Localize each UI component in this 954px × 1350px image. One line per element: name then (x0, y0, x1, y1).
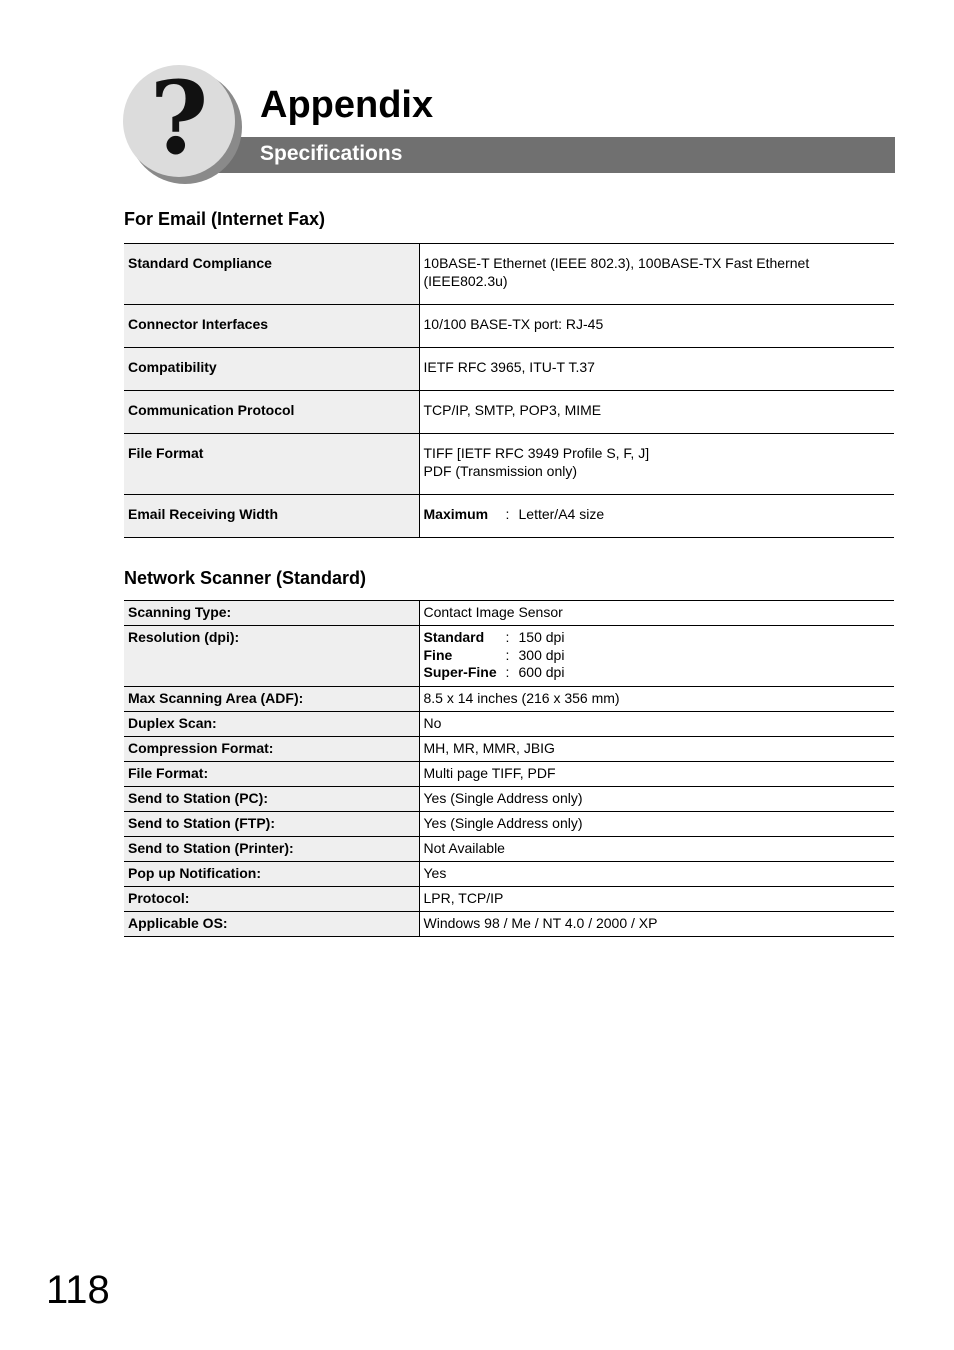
value-text: 600 dpi (518, 664, 565, 680)
table-row (124, 391, 894, 434)
table-row (124, 862, 894, 887)
spec-value: MH, MR, MMR, JBIG (419, 737, 894, 762)
spec-value-line: PDF (Transmission only) (423, 463, 578, 479)
spec-value: No (419, 712, 894, 737)
spec-value: IETF RFC 3965, ITU-T T.37 (419, 348, 894, 391)
spec-value-line: 10BASE-T Ethernet (IEEE 802.3), 100BASE-TX Fast Ethernet (423, 255, 810, 271)
value-key: Maximum (423, 506, 489, 522)
spec-label: Communication Protocol (124, 391, 419, 434)
table-row (124, 887, 894, 912)
spec-value (419, 626, 894, 687)
question-mark-icon: ? (149, 59, 209, 177)
spec-value: Windows 98 / Me / NT 4.0 / 2000 / XP (419, 912, 894, 937)
table-row (124, 912, 894, 937)
spec-value: 10/100 BASE-TX port: RJ-45 (419, 305, 894, 348)
spec-label: Send to Station (Printer): (124, 837, 419, 862)
table-row (124, 601, 894, 626)
table-row (124, 687, 894, 712)
spec-label: Max Scanning Area (ADF): (124, 687, 419, 712)
resolution-standard (424, 629, 891, 647)
table-row (124, 495, 894, 538)
spec-value-line: TIFF [IETF RFC 3949 Profile S, F, J] (423, 445, 650, 461)
table-row (124, 812, 894, 837)
scanner-spec-table (124, 600, 894, 937)
spec-value: Yes (Single Address only) (419, 812, 894, 837)
table-row (124, 762, 894, 787)
table-row (124, 244, 894, 305)
value-key: Super-Fine (423, 664, 497, 680)
spec-label: Email Receiving Width (124, 495, 419, 538)
value-separator: : (505, 646, 510, 663)
resolution-super-fine (424, 664, 891, 682)
spec-value: 8.5 x 14 inches (216 x 356 mm) (419, 687, 894, 712)
spec-label: Scanning Type: (124, 601, 419, 626)
resolution-fine (424, 647, 891, 665)
spec-value: Multi page TIFF, PDF (419, 762, 894, 787)
spec-label: Resolution (dpi): (124, 626, 419, 687)
spec-value: Contact Image Sensor (419, 601, 894, 626)
spec-label: Send to Station (FTP): (124, 812, 419, 837)
table-row (124, 712, 894, 737)
spec-value: Yes (Single Address only) (419, 787, 894, 812)
spec-label: File Format: (124, 762, 419, 787)
email-width-value (424, 505, 891, 523)
spec-label: Duplex Scan: (124, 712, 419, 737)
value-separator: : (505, 506, 510, 522)
spec-label: Pop up Notification: (124, 862, 419, 887)
email-spec-table (124, 243, 894, 538)
table-row (124, 787, 894, 812)
spec-label: Applicable OS: (124, 912, 419, 937)
scanner-section-heading: Network Scanner (Standard) (124, 568, 367, 588)
page-number: 118 (46, 1268, 110, 1312)
spec-label: Protocol: (124, 887, 419, 912)
table-row (124, 837, 894, 862)
table-row (124, 626, 894, 687)
value-key: Standard (423, 629, 485, 645)
spec-label: Compression Format: (124, 737, 419, 762)
spec-value-line: (IEEE802.3u) (423, 273, 508, 289)
page-title: Appendix (260, 84, 434, 126)
spec-label: Connector Interfaces (124, 305, 419, 348)
value-separator: : (505, 664, 510, 680)
table-row (124, 305, 894, 348)
page-header (0, 0, 954, 200)
email-section-heading: For Email (Internet Fax) (124, 209, 326, 229)
value-key: Fine (423, 646, 453, 663)
spec-value: LPR, TCP/IP (419, 887, 894, 912)
spec-value (419, 495, 894, 538)
value-text: Letter/A4 size (518, 506, 605, 522)
spec-value: Not Available (419, 837, 894, 862)
value-text: 150 dpi (518, 629, 565, 645)
spec-label: Standard Compliance (124, 244, 419, 305)
value-separator: : (505, 629, 510, 645)
spec-value (419, 434, 894, 495)
spec-label: File Format (124, 434, 419, 495)
spec-label: Compatibility (124, 348, 419, 391)
spec-value: TCP/IP, SMTP, POP3, MIME (419, 391, 894, 434)
spec-label: Send to Station (PC): (124, 787, 419, 812)
value-text: 300 dpi (518, 646, 565, 663)
spec-value: Yes (419, 862, 894, 887)
table-row (124, 434, 894, 495)
table-row (124, 348, 894, 391)
spec-value (419, 244, 894, 305)
table-row (124, 737, 894, 762)
page-subtitle: Specifications (260, 142, 403, 165)
